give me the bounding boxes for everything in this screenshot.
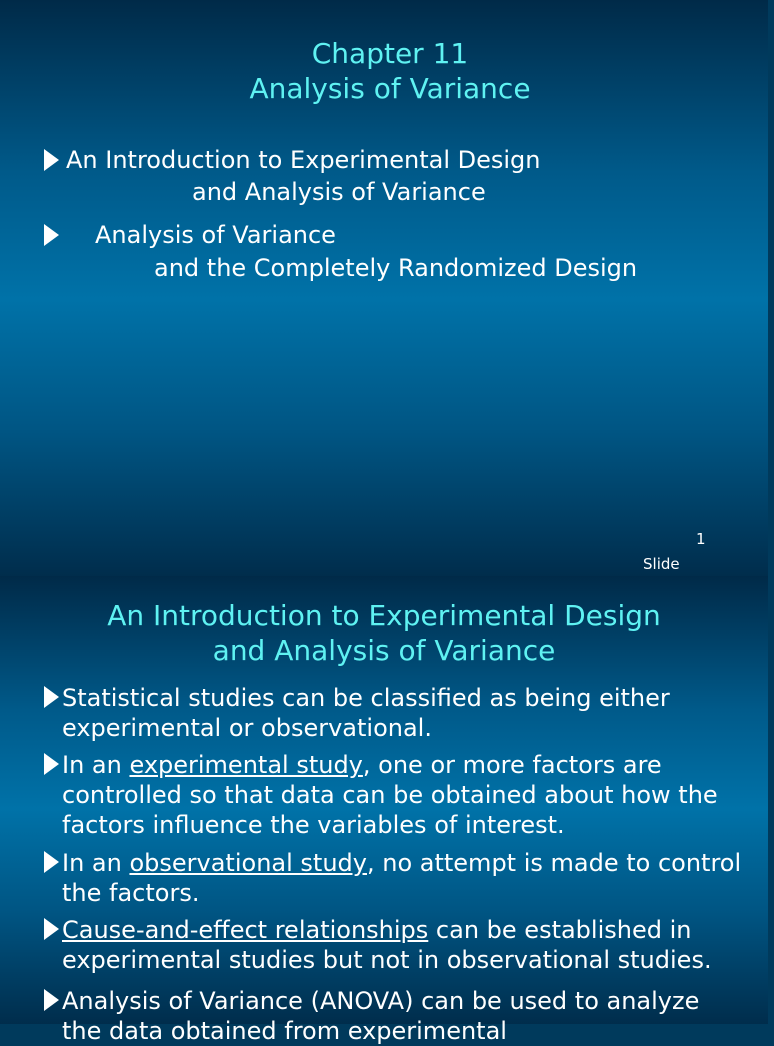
bullet-arrow-icon xyxy=(44,989,59,1011)
slide-number: 1 xyxy=(696,530,706,548)
slide-2-bullet-3 xyxy=(62,848,742,908)
slide-2-title-line1: An Introduction to Experimental Design xyxy=(107,599,661,632)
experimental-study-term: experimental study xyxy=(129,751,363,779)
slide-1-bullet-1-line2: and Analysis of Variance xyxy=(192,178,486,206)
observational-study-term: observational study xyxy=(129,849,367,877)
slide-2-bullet-2-post: , one or more factors are controlled so that data can be obtained about how the factors influence the variables of interest. xyxy=(62,751,718,839)
slide-2-bullet-4 xyxy=(62,915,742,975)
slide-2-title-line2: and Analysis of Variance xyxy=(212,634,556,667)
slide-2-title xyxy=(0,598,768,668)
bullet-arrow-icon xyxy=(44,851,59,873)
slide-1-bullet-2-line1: Analysis of Variance xyxy=(95,221,336,249)
cause-effect-term: Cause-and-effect relationships xyxy=(62,916,429,944)
bullet-arrow-icon xyxy=(44,224,59,246)
bullet-arrow-icon xyxy=(44,686,59,708)
slide-2-bullet-4-post: can be established in experimental studies but not in observational studies. xyxy=(62,916,712,974)
bullet-arrow-icon xyxy=(44,918,59,940)
slide-1-title-line1: Chapter 11 xyxy=(311,37,469,70)
bullet-arrow-icon xyxy=(44,753,59,775)
slide-2-bullet-3-post: , no attempt is made to control the factors. xyxy=(62,849,742,907)
slide-2 xyxy=(0,576,768,1045)
slide-1-title xyxy=(6,36,774,106)
slide-1-bullet-1-line1: An Introduction to Experimental Design xyxy=(66,146,541,174)
bullet-arrow-icon xyxy=(44,149,59,171)
slide-1-title-line2: Analysis of Variance xyxy=(249,72,531,105)
slide-2-bullet-1: Statistical studies can be classified as being either experimental or observational. xyxy=(62,684,670,742)
slide-1-bullet-2-line2: and the Completely Randomized Design xyxy=(154,254,638,282)
slide-2-bullet-2-pre: In an xyxy=(62,751,130,779)
slide-2-bullet-3-pre: In an xyxy=(62,849,130,877)
slide-2-bullet-5: Analysis of Variance (ANOVA) can be used to analyze the data obtained from experimental xyxy=(62,987,700,1045)
slide-2-bullet-2 xyxy=(62,750,742,840)
slide-label: Slide xyxy=(643,555,680,573)
